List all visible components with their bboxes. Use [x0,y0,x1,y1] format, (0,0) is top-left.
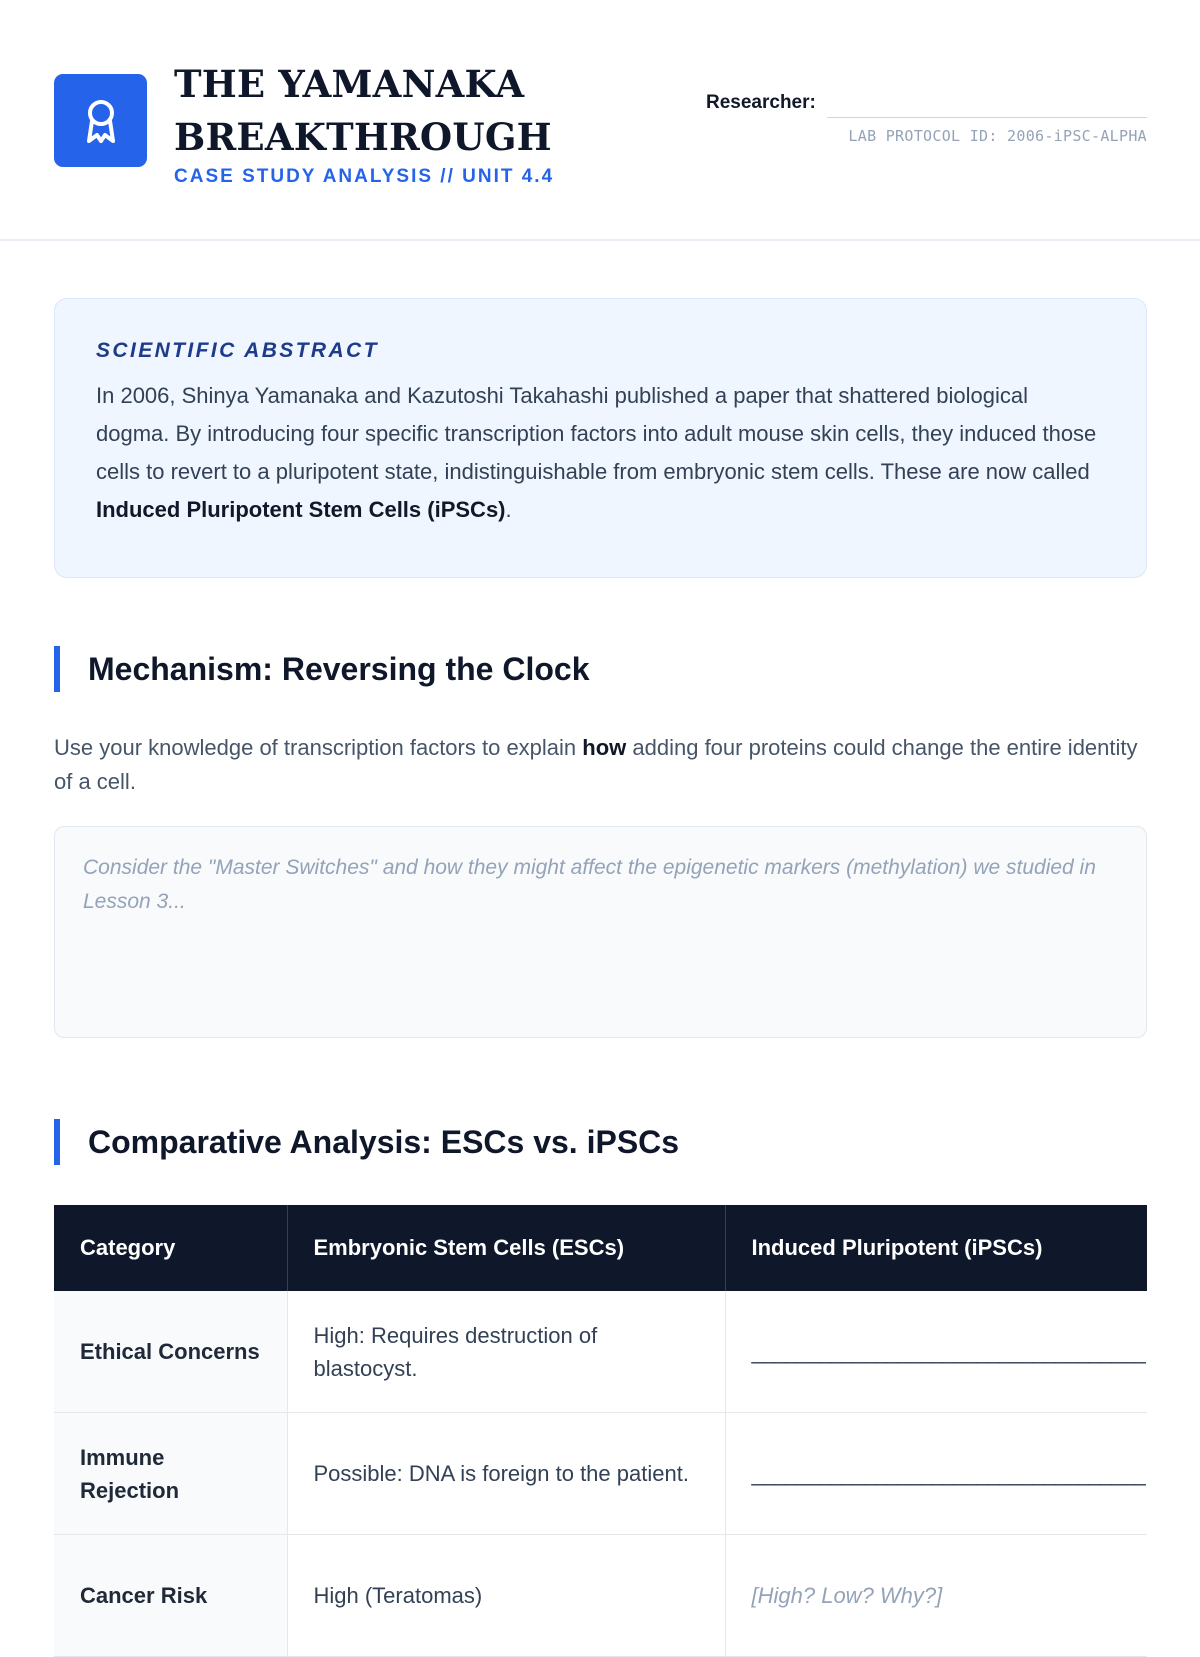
mechanism-heading: Mechanism: Reversing the Clock [54,646,1154,692]
row-esc-value: Possible: DNA is foreign to the patient. [287,1413,725,1535]
row-esc-value: High (Teratomas) [287,1535,725,1657]
prompt-bold: how [582,735,627,760]
table-row [54,1291,1147,1413]
page-subtitle: CASE STUDY ANALYSIS // UNIT 4.4 [174,166,555,187]
researcher-label: Researcher: [706,92,816,113]
column-header-category: Category [54,1205,287,1291]
researcher-name-field[interactable] [827,117,1147,118]
protocol-id: LAB PROTOCOL ID: 2006-iPSC-ALPHA [848,127,1147,145]
row-ipsc-answer-blank[interactable]: ___________________________________ [725,1291,1147,1413]
comparison-table [54,1205,1147,1657]
row-category: Immune Rejection [54,1413,287,1535]
column-header-ipsc: Induced Pluripotent (iPSCs) [725,1205,1147,1291]
title-block [174,58,554,188]
abstract-text-main: In 2006, Shinya Yamanaka and Kazutoshi Takahashi published a paper that shattered biological dogma. By introducing four specific transcription factors into adult mouse skin cells, they induced those cells to revert to a pluripotent state, indistinguishable from embryonic stem cells. These are now called [96,383,1097,484]
prompt-pre: Use your knowledge of transcription factors to explain [54,735,583,760]
page-title [174,58,554,164]
table-header-row [54,1205,1147,1291]
abstract-card [54,298,1147,578]
mechanism-answer-field[interactable] [54,826,1147,1038]
title-line-2: BREAKTHROUGH [174,115,552,159]
award-ribbon-icon [54,74,147,167]
row-category: Ethical Concerns [54,1291,287,1413]
column-header-esc: Embryonic Stem Cells (ESCs) [287,1205,725,1291]
row-ipsc-answer-hint[interactable]: [High? Low? Why?] [725,1535,1147,1657]
answer-placeholder: Consider the "Master Switches" and how they might affect the epigenetic markers (methylation) we studied in Lesson 3... [83,856,1096,913]
table-row [54,1535,1147,1657]
abstract-label: SCIENTIFIC ABSTRACT [96,339,379,362]
abstract-text [96,377,1106,529]
abstract-text-end: . [505,497,512,522]
row-esc-value: High: Requires destruction of blastocyst. [287,1291,725,1413]
title-line-1: THE YAMANAKA [174,62,525,106]
page-header [0,0,1200,241]
prompt-post: adding four proteins could change the entire identity of a cell. [54,735,1138,794]
comparison-heading: Comparative Analysis: ESCs vs. iPSCs [54,1119,1154,1165]
table-row [54,1413,1147,1535]
abstract-text-bold: Induced Pluripotent Stem Cells (iPSCs) [96,497,506,522]
row-ipsc-answer-blank[interactable]: ___________________________________ [725,1413,1147,1535]
row-category: Cancer Risk [54,1535,287,1657]
mechanism-prompt [54,731,1154,799]
